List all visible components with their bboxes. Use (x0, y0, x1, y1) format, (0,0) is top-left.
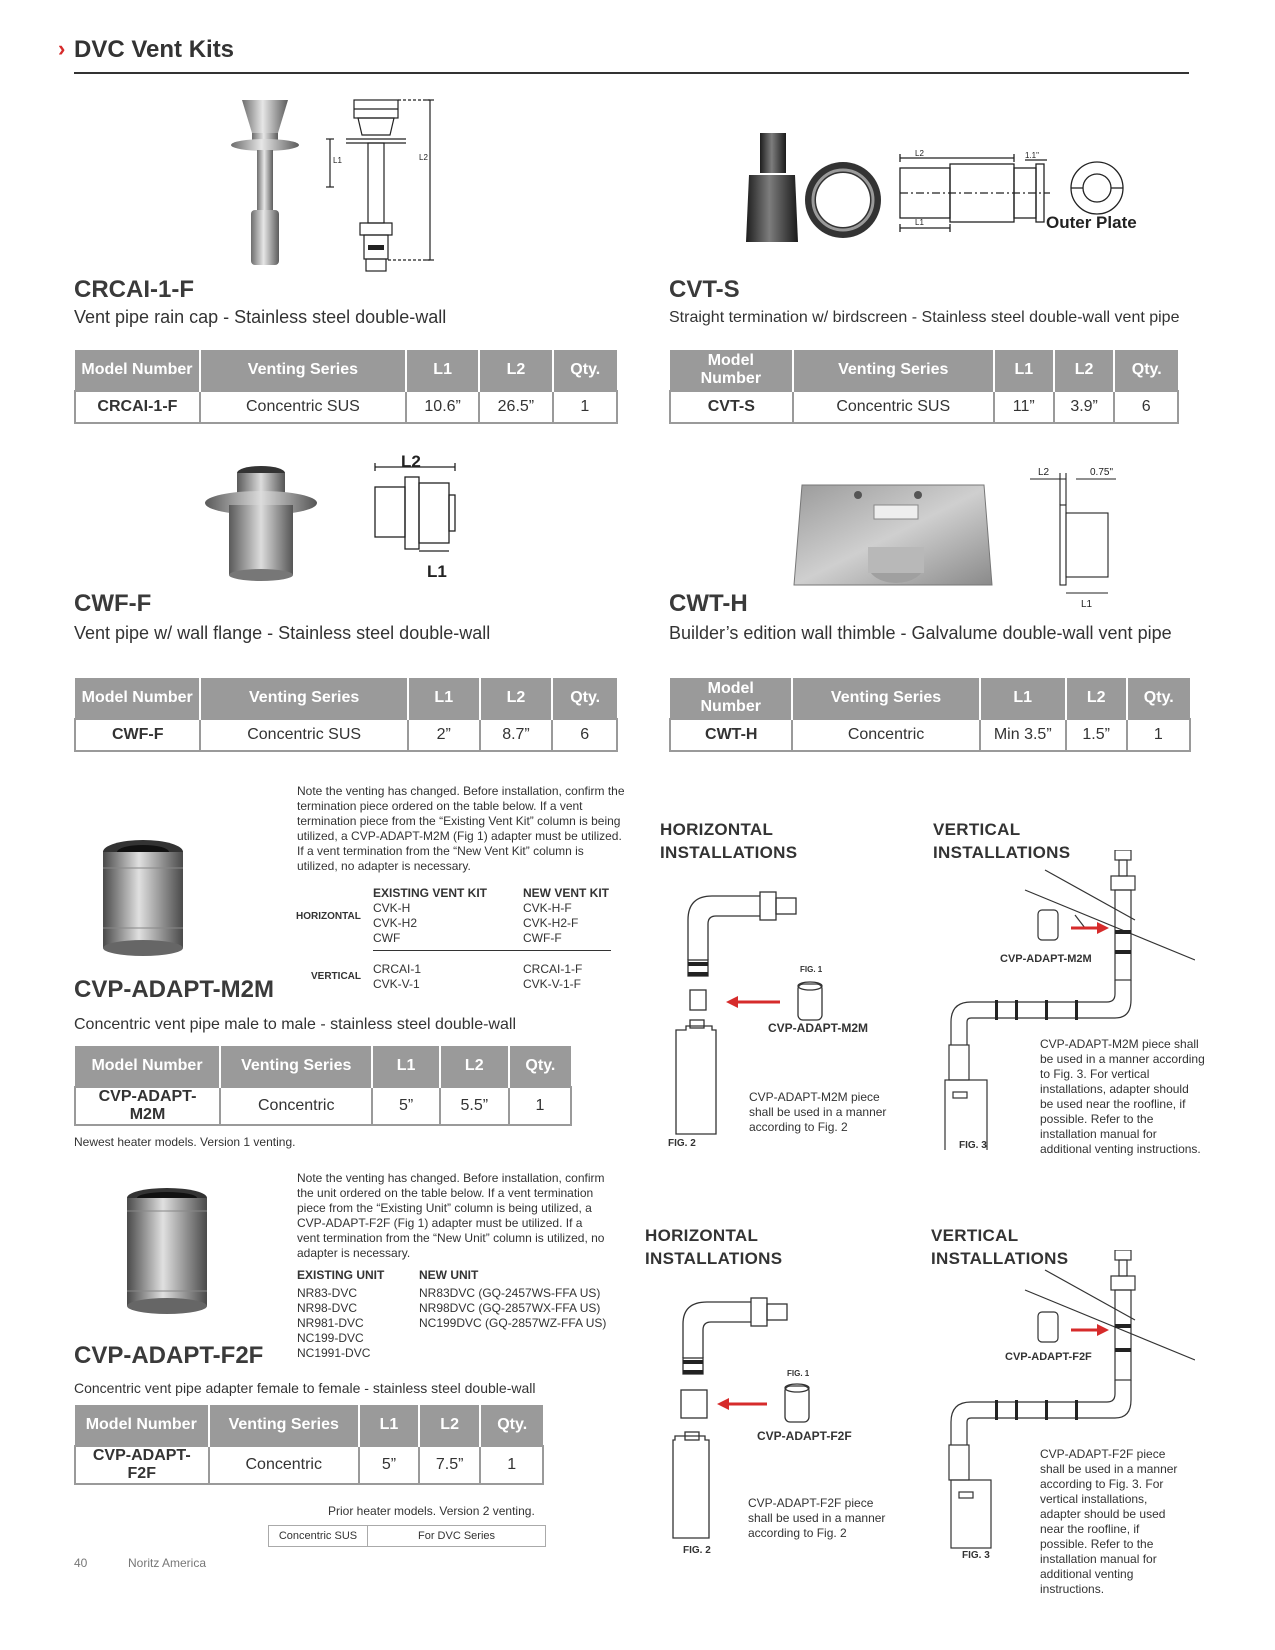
list-item: CVK-V-1 (373, 977, 420, 991)
crcai-dim-l2: L2 (419, 153, 428, 162)
table-row (75, 719, 617, 751)
m2m-description: Concentric vent pipe male to male - stainless steel double-wall (74, 1016, 516, 1033)
cell-series: Concentric SUS (200, 391, 406, 423)
list-item: CVK-H2-F (523, 916, 579, 930)
crcai-description: Vent pipe rain cap - Stainless steel double-wall (74, 307, 447, 327)
cwth-product-image (790, 465, 1170, 615)
cell-model: CVT-S (670, 391, 793, 423)
list-item: CVK-H (373, 901, 411, 915)
col-model-number: Model Number (670, 350, 793, 391)
cvts-dim-l1: L1 (915, 218, 924, 227)
col-qty: Qty. (1114, 350, 1178, 391)
f2f-note: Note the venting has changed. Before installation, confirm the unit ordered on the table below. If a vent termination piece from the “Existing Unit” column is being utilized, a CVP-ADAPT-F2F (Fig 1) adapter must be utilized. If a vent termination from the “New Unit” column is utilized, no adapter is necessary. (297, 1171, 605, 1260)
m2m-horizontal-new (523, 901, 578, 946)
cwff-dim-l2: L2 (401, 455, 421, 471)
table-row (670, 391, 1178, 423)
table-row (75, 1087, 571, 1125)
f2f-footnote: Prior heater models. Version 2 venting. (328, 1504, 535, 1518)
m2m-new-kit-header: NEW VENT KIT (523, 886, 609, 900)
cell-l2: 8.7” (480, 719, 553, 751)
table-row (670, 719, 1190, 751)
f2f-vertical-text: CVP-ADAPT-F2F piece shall be used in a manner according to Fig. 3. For vertical installations, adapter should be used near the roofline, if possible. Refer to the installation manual for additional venting instructions. (1040, 1447, 1178, 1596)
red-arrow-icon (1097, 1324, 1109, 1336)
col-venting-series: Venting Series (200, 678, 407, 719)
m2m-horizontal-text: CVP-ADAPT-M2M piece shall be used in a manner according to Fig. 2 (749, 1090, 887, 1134)
m2m-vertical-part: CVP-ADAPT-M2M (1000, 953, 1092, 965)
m2m-note: Note the venting has changed. Before installation, confirm the termination piece ordered on the table below. If a vent termination piece from the “Existing Vent Kit” column is being utilized, a CVP-ADAPT-M2M (Fig 1) adapter must be utilized. If a vent termination from the “New Vent Kit” column is utilized, no adapter is necessary. (297, 784, 625, 873)
col-l1: L1 (372, 1046, 439, 1087)
cell-series: Concentric (792, 719, 979, 751)
chevron-right-icon: › (58, 36, 66, 61)
col-l2: L2 (440, 1046, 509, 1087)
f2f-new-unit-header: NEW UNIT (419, 1268, 479, 1282)
col-l2: L2 (1066, 678, 1127, 719)
f2f-horizontal-part: CVP-ADAPT-F2F (757, 1429, 852, 1443)
crcai-product-image (230, 95, 460, 275)
col-l1: L1 (980, 678, 1066, 719)
cell-l2: 7.5” (419, 1446, 481, 1484)
m2m-fig1: FIG. 1 (800, 965, 823, 974)
col-l2: L2 (479, 350, 552, 391)
m2m-fig3: FIG. 3 (959, 1140, 987, 1150)
crcai-model-title: CRCAI-1-F (74, 276, 194, 303)
cell-qty: 1 (509, 1087, 571, 1125)
list-item: NC199DVC (GQ-2857WZ-FFA US) (419, 1316, 607, 1330)
cwff-model-title: CWF-F (74, 590, 152, 617)
cell-series: Concentric SUS (200, 719, 407, 751)
f2f-vertical-heading: VERTICAL INSTALLATIONS (931, 1226, 1069, 1268)
f2f-fig3: FIG. 3 (962, 1550, 990, 1561)
col-l2: L2 (1054, 350, 1115, 391)
m2m-vertical-new (523, 962, 582, 992)
table-row (75, 391, 617, 423)
cell-series: Concentric (209, 1446, 360, 1484)
col-l1: L1 (359, 1405, 419, 1446)
mini-cell-series: Concentric SUS (269, 1526, 368, 1547)
m2m-vertical-heading: VERTICAL INSTALLATIONS (933, 820, 1071, 862)
cwth-spec-table (669, 678, 1191, 752)
cwth-dim-l2: L2 (1038, 467, 1050, 478)
m2m-spec-table (74, 1046, 572, 1126)
crcai-spec-table (74, 350, 618, 424)
cwth-dim-075: 0.75" (1090, 467, 1114, 478)
f2f-existing-units (297, 1286, 370, 1361)
list-item: CRCAI-1 (373, 962, 422, 976)
cell-model: CRCAI-1-F (75, 391, 200, 423)
cvts-model-title: CVT-S (669, 276, 740, 303)
list-item: CWF-F (523, 931, 562, 945)
cell-l1: Min 3.5” (980, 719, 1066, 751)
f2f-horizontal-text: CVP-ADAPT-F2F piece shall be used in a manner according to Fig. 2 (748, 1496, 886, 1540)
f2f-fig2: FIG. 2 (683, 1545, 711, 1556)
cell-model: CVP-ADAPT-F2F (75, 1446, 209, 1484)
cwff-spec-table (74, 678, 618, 752)
list-item: NR98DVC (GQ-2857WX-FFA US) (419, 1301, 601, 1315)
col-venting-series: Venting Series (792, 678, 979, 719)
cell-l2: 26.5” (479, 391, 552, 423)
table-row (75, 1446, 543, 1484)
list-item: NR981-DVC (297, 1316, 364, 1330)
f2f-spec-table (74, 1405, 544, 1485)
cwth-model-title: CWT-H (669, 590, 748, 617)
col-l2: L2 (480, 678, 553, 719)
col-l1: L1 (408, 678, 480, 719)
cell-l2: 1.5” (1066, 719, 1127, 751)
list-item: CWF (373, 931, 401, 945)
col-venting-series: Venting Series (200, 350, 406, 391)
f2f-mini-table (268, 1525, 546, 1547)
col-model-number: Model Number (75, 1046, 220, 1087)
cell-l1: 5” (359, 1446, 419, 1484)
cell-l1: 2” (408, 719, 480, 751)
f2f-vertical-part: CVP-ADAPT-F2F (1005, 1351, 1092, 1363)
cell-series: Concentric SUS (793, 391, 994, 423)
list-item: CRCAI-1-F (523, 962, 583, 976)
col-l1: L1 (994, 350, 1054, 391)
list-item: NR98-DVC (297, 1301, 358, 1315)
list-item: NC1991-DVC (297, 1346, 371, 1360)
m2m-vertical-existing (373, 962, 421, 992)
cwff-description: Vent pipe w/ wall flange - Stainless steel double-wall (74, 623, 491, 643)
cell-qty: 1 (480, 1446, 543, 1484)
f2f-description: Concentric vent pipe adapter female to female - stainless steel double-wall (74, 1380, 536, 1396)
m2m-footnote: Newest heater models. Version 1 venting. (74, 1135, 296, 1149)
f2f-fig1: FIG. 1 (787, 1369, 810, 1378)
col-model-number: Model Number (670, 678, 792, 719)
list-item: CVK-H-F (523, 901, 572, 915)
cell-l1: 10.6” (406, 391, 479, 423)
f2f-existing-unit-header: EXISTING UNIT (297, 1268, 385, 1282)
list-item: CVK-H2 (373, 916, 418, 930)
col-qty: Qty. (1127, 678, 1190, 719)
cell-l2: 5.5” (440, 1087, 509, 1125)
red-arrow-icon (717, 1398, 729, 1410)
col-venting-series: Venting Series (793, 350, 994, 391)
f2f-new-units (419, 1286, 606, 1331)
m2m-product-image (98, 838, 188, 958)
f2f-model-title: CVP-ADAPT-F2F (74, 1342, 264, 1369)
col-qty: Qty. (480, 1405, 543, 1446)
cell-model: CWF-F (75, 719, 200, 751)
list-item: NC199-DVC (297, 1331, 364, 1345)
table-row (269, 1526, 546, 1547)
col-qty: Qty. (552, 678, 617, 719)
cell-model: CVP-ADAPT-M2M (75, 1087, 220, 1125)
mini-cell-dvc: For DVC Series (368, 1526, 546, 1547)
col-model-number: Model Number (75, 678, 200, 719)
cell-l1: 11” (994, 391, 1054, 423)
cell-model: CWT-H (670, 719, 792, 751)
m2m-fig2: FIG. 2 (668, 1138, 696, 1149)
m2m-horizontal-label: HORIZONTAL (296, 911, 361, 922)
cwth-description: Builder’s edition wall thimble - Galvalume double-wall vent pipe (669, 623, 1172, 643)
cwff-product-image (205, 455, 485, 595)
company-name: Noritz America (128, 1556, 207, 1570)
m2m-horizontal-heading: HORIZONTAL INSTALLATIONS (660, 820, 798, 862)
kit-divider (373, 950, 611, 951)
list-item: CVK-V-1-F (523, 977, 582, 991)
cell-qty: 1 (1127, 719, 1190, 751)
col-qty: Qty. (553, 350, 617, 391)
cvts-product-image (735, 130, 1155, 255)
m2m-vertical-label: VERTICAL (311, 971, 361, 982)
m2m-model-title: CVP-ADAPT-M2M (74, 976, 275, 1003)
col-model-number: Model Number (75, 1405, 209, 1446)
page-title: DVC Vent Kits (74, 36, 235, 63)
cvts-spec-table (669, 350, 1179, 424)
cell-qty: 1 (553, 391, 617, 423)
cell-l2: 3.9” (1054, 391, 1115, 423)
m2m-vertical-text: CVP-ADAPT-M2M piece shall be used in a manner according to Fig. 3. For vertical installations, adapter should be used near the roofline, if possible. Refer to the installation manual for additional venting instructions. (1040, 1037, 1205, 1156)
cell-l1: 5” (372, 1087, 439, 1125)
col-model-number: Model Number (75, 350, 200, 391)
col-qty: Qty. (509, 1046, 571, 1087)
cell-qty: 6 (552, 719, 617, 751)
outer-plate-label: Outer Plate (1046, 213, 1137, 232)
page-number: 40 (74, 1556, 88, 1570)
f2f-product-image (122, 1186, 212, 1316)
col-venting-series: Venting Series (209, 1405, 360, 1446)
col-l2: L2 (419, 1405, 481, 1446)
list-item: NR83-DVC (297, 1286, 358, 1300)
cvts-dim-l2: L2 (915, 149, 924, 158)
col-venting-series: Venting Series (220, 1046, 372, 1087)
f2f-horizontal-heading: HORIZONTAL INSTALLATIONS (645, 1226, 783, 1268)
m2m-horizontal-part: CVP-ADAPT-M2M (768, 1021, 869, 1035)
m2m-horizontal-existing (373, 901, 417, 946)
col-l1: L1 (406, 350, 479, 391)
cwff-dim-l1: L1 (427, 562, 447, 581)
cvts-dim-1-1: 1.1" (1025, 151, 1039, 160)
m2m-existing-kit-header: EXISTING VENT KIT (373, 886, 488, 900)
cwth-dim-l1: L1 (1081, 599, 1093, 610)
cell-qty: 6 (1114, 391, 1178, 423)
title-rule (74, 72, 1189, 74)
cell-series: Concentric (220, 1087, 372, 1125)
cvts-description: Straight termination w/ birdscreen - Stainless steel double-wall vent pipe (669, 309, 1180, 326)
list-item: NR83DVC (GQ-2457WS-FFA US) (419, 1286, 601, 1300)
crcai-dim-l1: L1 (333, 156, 342, 165)
